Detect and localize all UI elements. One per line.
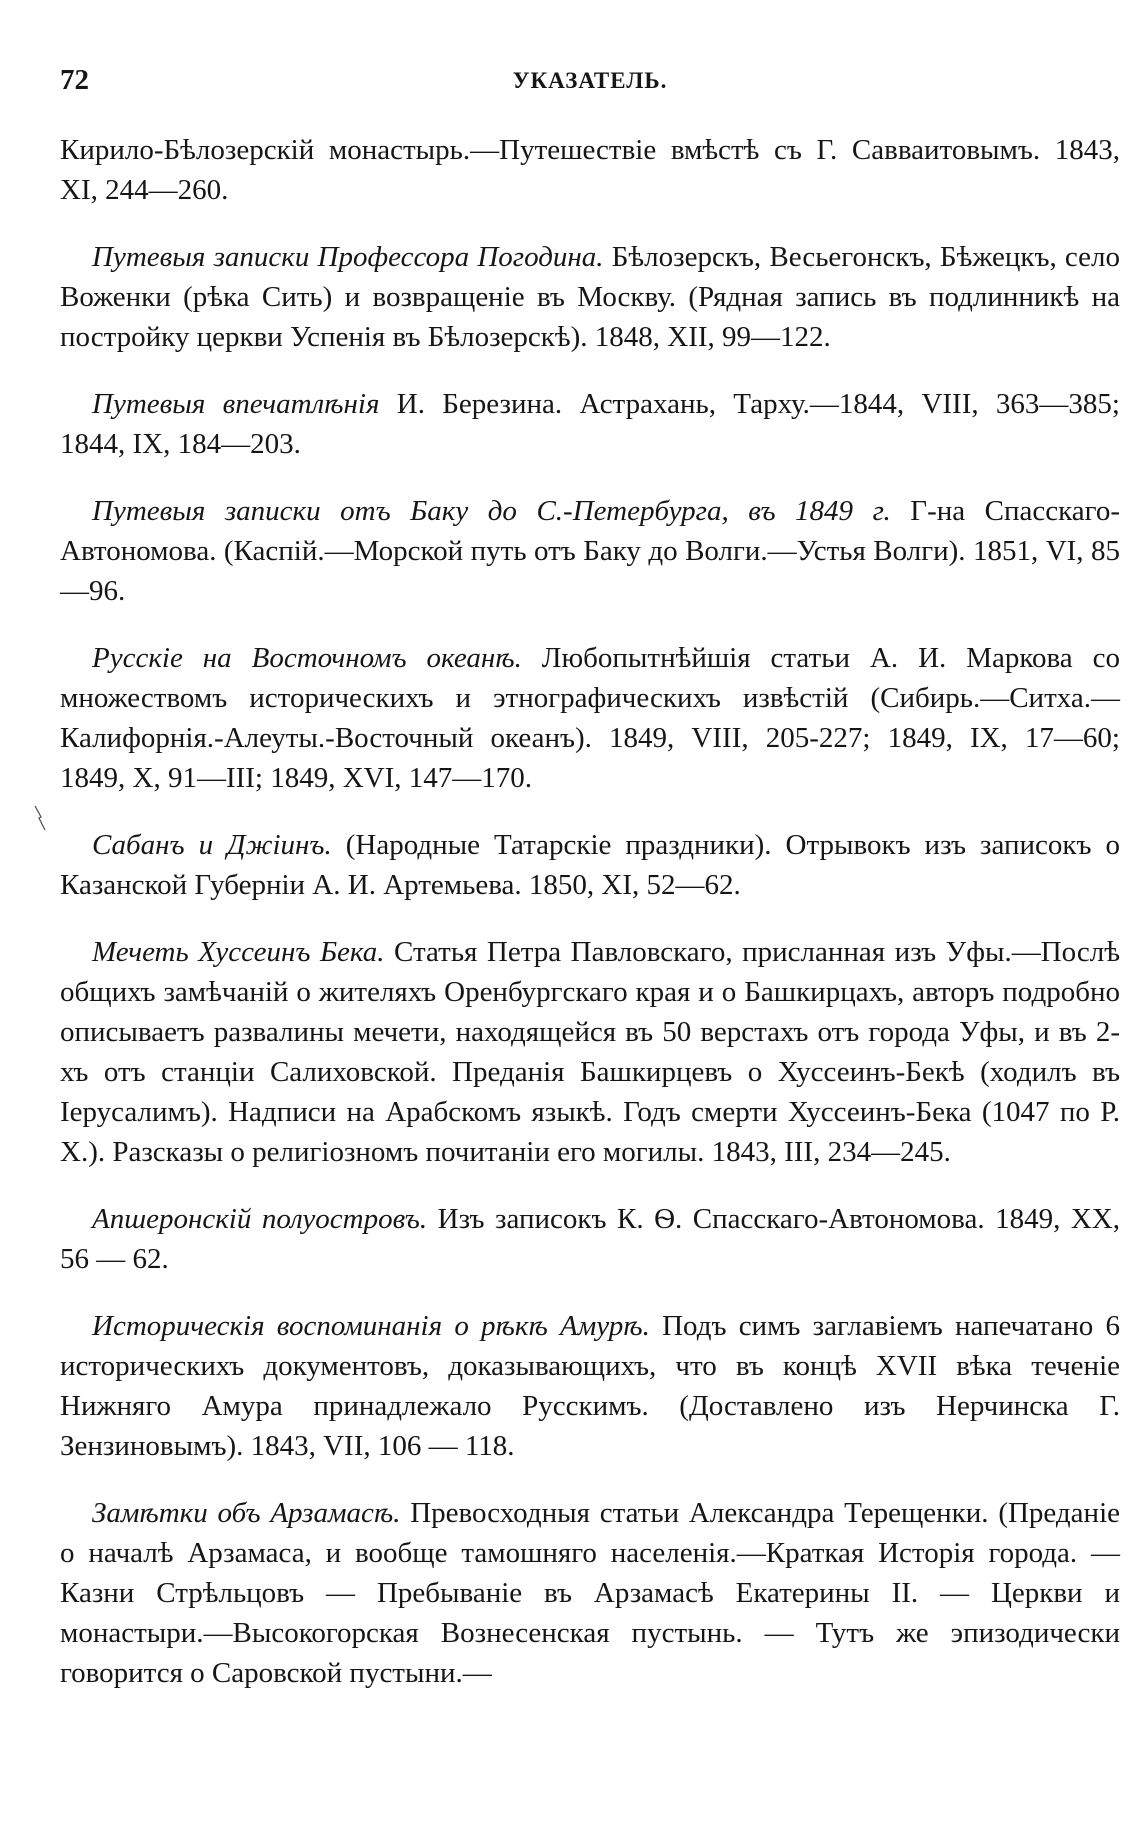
entry-title: Мечеть Хуссеинъ Бека. [92, 936, 385, 968]
entry-title: Замѣтки объ Арзамасѣ. [92, 1497, 401, 1529]
entry-body: Подъ симъ заглавіемъ напечатано 6 историческихъ документовъ, доказывающихъ, что въ концѣ XVII вѣка теченіе Нижняго Амура принадлежало Русскимъ. (Доставлено изъ Нерчинска Г. Зензиновымъ). 1843, VII, 106 — 118. [60, 1310, 1120, 1462]
book-page [60, 60, 1120, 1800]
index-entries [60, 130, 1120, 1693]
entry-title: Путевыя записки Профессора Погодина. [92, 241, 604, 273]
running-head [60, 60, 1120, 100]
index-entry [60, 130, 1120, 210]
entry-title: Историческія воспоминанія о рѣкѣ Амурѣ. [92, 1310, 650, 1342]
entry-body: Кирило-Бѣлозерскій монастырь.—Путешествіе вмѣстѣ съ Г. Савваитовымъ. 1843, XI, 244—260. [60, 134, 1120, 206]
entry-title: Сабанъ и Джіинъ. [92, 829, 332, 861]
index-entry [60, 932, 1120, 1172]
entry-body: Статья Петра Павловскаго, присланная изъ Уфы.—Послѣ общихъ замѣчаній о жителяхъ Оренбургскаго края и о Башкирцахъ, авторъ подробно описываетъ развалины мечети, находящейся въ 50 верстахъ отъ города Уфы, и въ 2-хъ отъ станціи Салиховской. Преданія Башкирцевъ о Хуссеинъ-Бекѣ (ходилъ въ Іерусалимъ). Надписи на Арабскомъ языкѣ. Годъ смерти Хуссеинъ-Бека (1047 по Р. Х.). Разсказы о религіозномъ почитаніи его могилы. 1843, III, 234—245. [60, 936, 1120, 1168]
index-entry [60, 638, 1120, 798]
entry-body: (Народные Татарскіе праздники). Отрывокъ изъ записокъ о Казанской Губерніи А. И. Артемьева. 1850, XI, 52—62. [60, 829, 1120, 901]
entry-body: Изъ записокъ К. Ѳ. Спасскаго-Автономова. 1849, XX, 56 — 62. [60, 1203, 1120, 1275]
index-entry [60, 1493, 1120, 1693]
entry-title: Апшеронскій полуостровъ. [92, 1203, 428, 1235]
index-entry [60, 825, 1120, 905]
index-entry [60, 384, 1120, 464]
index-entry [60, 491, 1120, 611]
page-title: УКАЗАТЕЛЬ. [512, 68, 668, 93]
entry-title: Путевыя впечатлѣнія [92, 388, 380, 420]
index-entry [60, 237, 1120, 357]
entry-body: Превосходныя статьи Александра Терещенки. (Преданіе о началѣ Арзамаса, и вообще тамошняго населенія.—Краткая Исторія города. — Казни Стрѣльцовъ — Пребываніе въ Арзамасѣ Екатерины II. — Церкви и монастыри.—Высокогорская Вознесенская пустынь. — Тутъ же эпизодически говорится о Саровской пустыни.— [60, 1497, 1120, 1689]
index-entry [60, 1306, 1120, 1466]
entry-body: И. Березина. Астрахань, Тарху.—1844, VIII, 363—385; 1844, IX, 184—203. [60, 388, 1120, 460]
entry-body: Любопытнѣйшія статьи А. И. Маркова со множествомъ историческихъ и этнографическихъ извѣстій (Сибирь.—Ситха.—Калифорнія.-Алеуты.-Восточный океанъ). 1849, VIII, 205-227; 1849, IX, 17—60; 1849, X, 91—III; 1849, XVI, 147—170. [60, 642, 1120, 794]
entry-title: Русскіе на Восточномъ океанѣ. [92, 642, 522, 674]
page-number: 72 [60, 64, 89, 96]
entry-body: Бѣлозерскъ, Весьегонскъ, Бѣжецкъ, село Воженки (рѣка Сить) и возвращеніе въ Москву. (Рядная запись въ подлинникѣ на постройку церкви Успенія въ Бѣлозерскѣ). 1848, XII, 99—122. [60, 241, 1120, 353]
margin-pencil-mark [33, 805, 47, 831]
entry-title: Путевыя записки отъ Баку до С.-Петербурга, въ 1849 г. [92, 495, 891, 527]
entry-body: Г-на Спасскаго-Автономова. (Каспій.—Морской путь отъ Баку до Волги.—Устья Волги). 1851, VI, 85—96. [60, 495, 1120, 607]
index-entry [60, 1199, 1120, 1279]
